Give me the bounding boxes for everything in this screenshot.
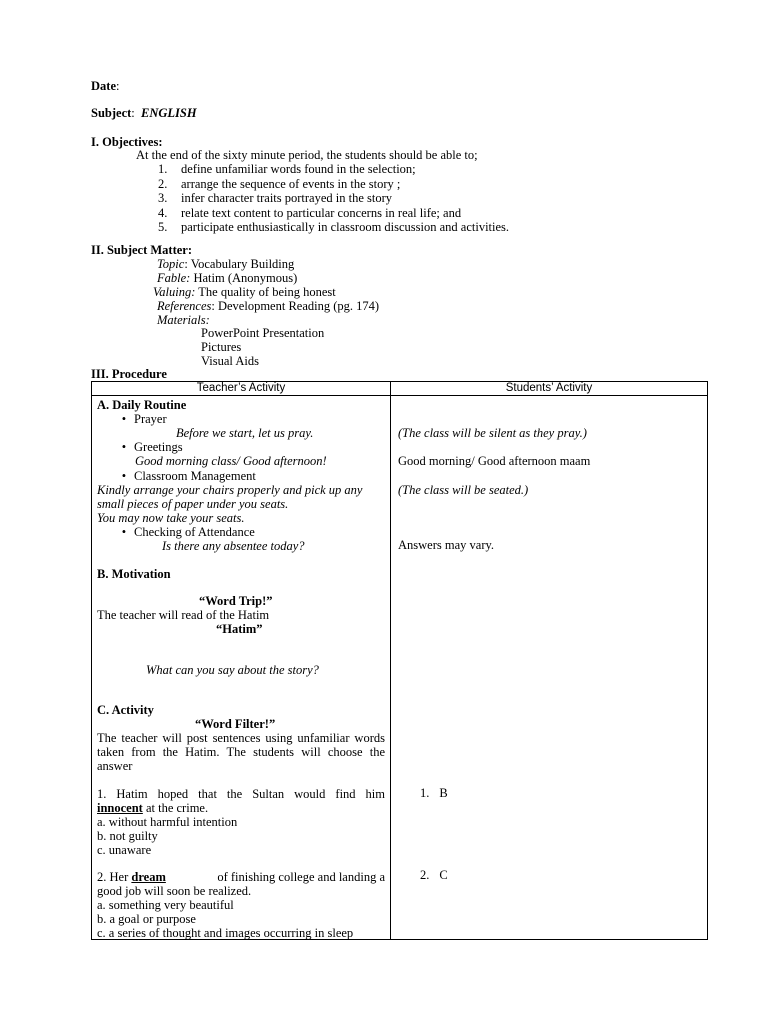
topic-value: : Vocabulary Building: [184, 257, 295, 271]
routine-item-attendance: • Checking of Attendance: [121, 525, 255, 539]
valuing-line: [153, 285, 336, 299]
answer-2: 2. C: [420, 868, 448, 882]
valuing-label: Valuing:: [153, 285, 196, 299]
question-1-option: a. without harmful intention: [97, 815, 238, 829]
teacher-activity-cell: [92, 396, 391, 940]
objective-text: arrange the sequence of events in the story ;: [181, 177, 401, 191]
subject-line: Subject: ENGLISH: [91, 106, 197, 120]
objective-text: define unfamiliar words found in the selection;: [181, 162, 416, 176]
students-column-header: Students’ Activity: [391, 382, 708, 396]
students-activity-cell: [391, 396, 708, 940]
material-item: Visual Aids: [201, 354, 259, 368]
fable-value: Hatim (Anonymous): [193, 271, 298, 285]
materials-label: Materials:: [157, 313, 210, 327]
references-value: : Development Reading (pg. 174): [211, 299, 380, 313]
subject-value: ENGLISH: [141, 106, 197, 120]
read-line: The teacher will read of the Hatim: [97, 608, 270, 622]
question-1: 1. Hatim hoped that the Sultan would find him: [97, 787, 385, 801]
prayer-line: Before we start, let us pray.: [176, 426, 314, 440]
daily-routine-heading: A. Daily Routine: [97, 398, 187, 412]
greetings-line: Good morning class/ Good afternoon!: [135, 454, 327, 468]
objective-text: relate text content to particular concerns in real life; and: [181, 206, 462, 220]
date-line: Date:: [91, 79, 120, 93]
question-1-option: b. not guilty: [97, 829, 158, 843]
routine-item-greetings: • Greetings: [121, 440, 183, 454]
attendance-line: Is there any absentee today?: [162, 539, 305, 553]
story-question: What can you say about the story?: [146, 663, 319, 677]
question-1-cont: innocent at the crime.: [97, 801, 209, 815]
dream-word: dream: [131, 870, 166, 884]
fable-label: Fable:: [157, 271, 191, 285]
references-line: [157, 299, 379, 313]
objective-text: infer character traits portrayed in the story: [181, 191, 393, 205]
objective-text: participate enthusiastically in classroom discussion and activities.: [181, 220, 510, 234]
objective-item: 2.: [158, 177, 168, 191]
word-trip-title: “Word Trip!”: [199, 594, 273, 608]
valuing-value: The quality of being honest: [198, 285, 336, 299]
procedure-heading: III. Procedure: [91, 367, 167, 381]
activity-heading: C. Activity: [97, 703, 154, 717]
subject-label: Subject: [91, 106, 132, 120]
attendance-response: Answers may vary.: [398, 538, 495, 552]
management-line: You may now take your seats.: [97, 511, 245, 525]
objective-item: 1.: [158, 162, 168, 176]
objectives-intro: At the end of the sixty minute period, the students should be able to;: [136, 148, 478, 162]
management-line: small pieces of paper under you seats.: [97, 497, 289, 511]
date-label: Date: [91, 79, 116, 93]
teacher-column-header: Teacher’s Activity: [92, 382, 391, 396]
routine-item-prayer: • Prayer: [121, 412, 167, 426]
prayer-response: (The class will be silent as they pray.): [398, 426, 587, 440]
routine-item-classroom-management: • Classroom Management: [121, 469, 256, 483]
question-1-option: c. unaware: [97, 843, 152, 857]
objective-item: 5.: [158, 220, 168, 234]
objective-item: 4.: [158, 206, 168, 220]
innocent-word: innocent: [97, 801, 143, 815]
procedure-table: [91, 381, 708, 940]
answer-1: 1. B: [420, 786, 448, 800]
question-2-option: c. a series of thought and images occurring in sleep: [97, 926, 354, 940]
fable-line: [157, 271, 297, 285]
subject-matter-heading: II. Subject Matter:: [91, 243, 193, 257]
question-2-cont: good job will soon be realized.: [97, 884, 252, 898]
management-line: Kindly arrange your chairs properly and pick up any: [97, 483, 363, 497]
motivation-heading: B. Motivation: [97, 567, 171, 581]
objective-item: 3.: [158, 191, 168, 205]
activity-description: The teacher will post sentences using unfamiliar words taken from the Hatim. The students will choose the answer: [97, 731, 385, 773]
word-filter-title: “Word Filter!”: [195, 717, 276, 731]
material-item: PowerPoint Presentation: [201, 326, 325, 340]
question-2-option: a. something very beautiful: [97, 898, 234, 912]
hatim-title: “Hatim”: [216, 622, 263, 636]
seated-response: (The class will be seated.): [398, 483, 529, 497]
question-2: 2. Her dream of finishing college and landing a: [97, 870, 385, 884]
objectives-heading: I. Objectives:: [91, 135, 163, 149]
references-label: References: [157, 299, 212, 313]
greeting-response: Good morning/ Good afternoon maam: [398, 454, 591, 468]
question-2-option: b. a goal or purpose: [97, 912, 196, 926]
material-item: Pictures: [201, 340, 242, 354]
topic-line: [157, 257, 294, 271]
topic-label: Topic: [157, 257, 185, 271]
